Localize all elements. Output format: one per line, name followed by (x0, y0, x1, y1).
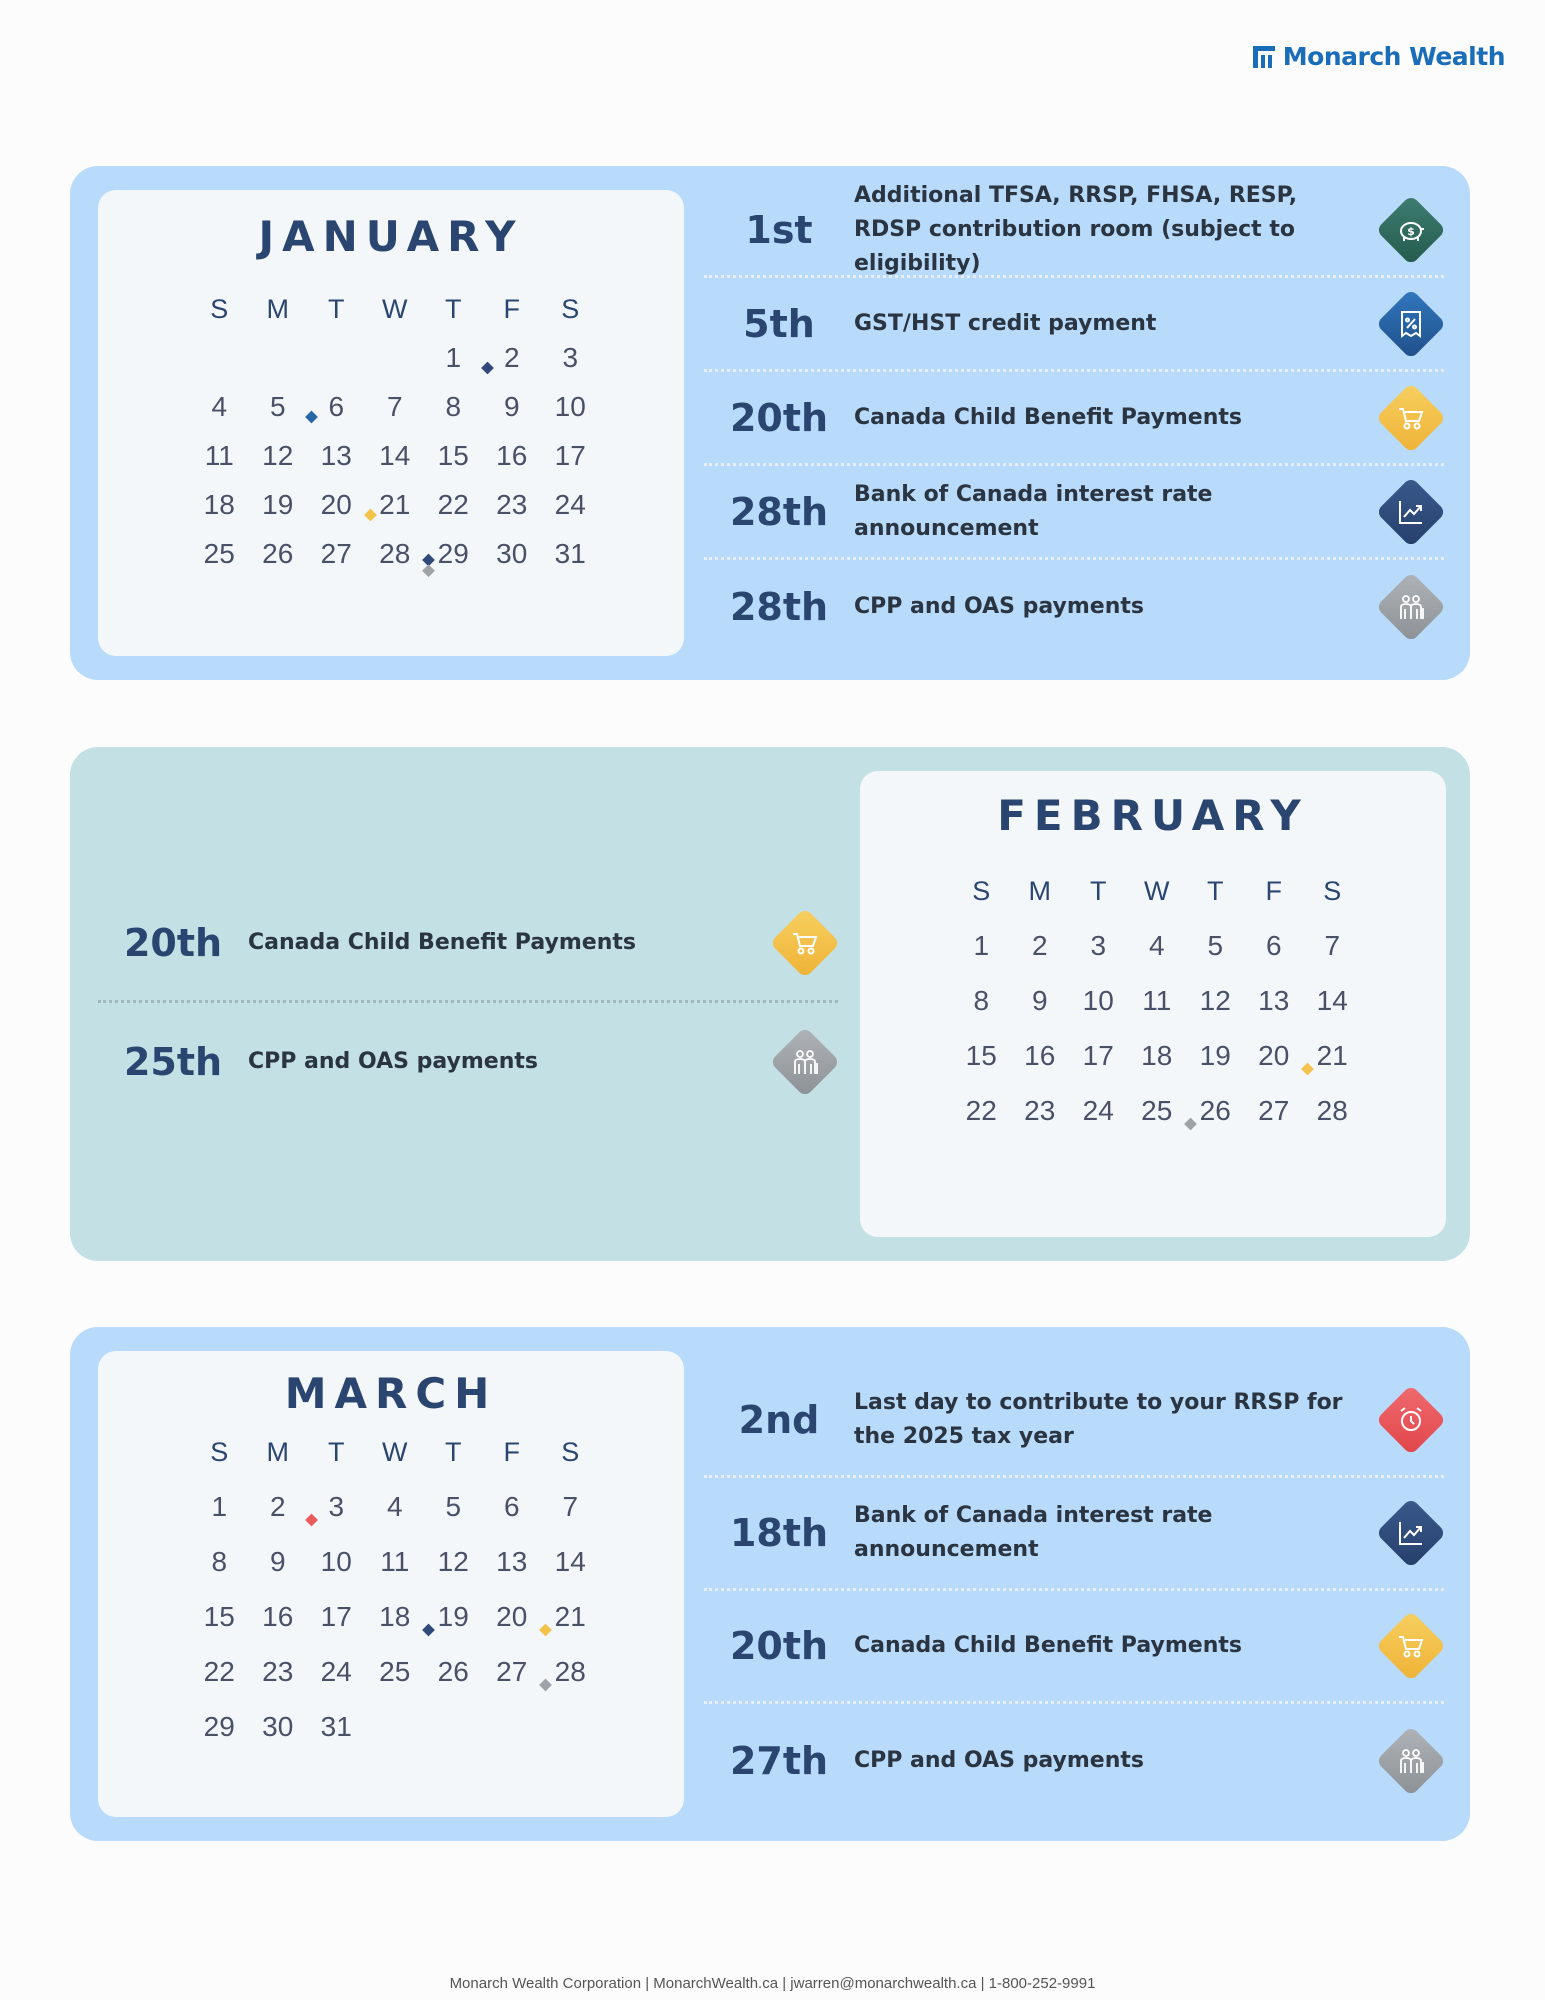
calendar-day[interactable]: 31 (554, 538, 586, 569)
weekday-header: T (445, 1437, 462, 1467)
calendar-day[interactable]: 18 (1141, 1040, 1173, 1071)
event-description: Canada Child Benefit Payments (854, 1633, 1242, 1658)
weekday-header: W (382, 294, 408, 324)
calendar-day[interactable]: 2 (249, 1492, 308, 1547)
stroller-icon (1376, 382, 1447, 453)
calendar-day[interactable]: 9 (503, 391, 520, 422)
calendar-day[interactable]: 16 (1024, 1040, 1056, 1071)
event-date: 5th (743, 301, 815, 346)
calendar-day[interactable]: 12 (1199, 985, 1231, 1016)
event-row (704, 372, 1444, 466)
calendar-day[interactable]: 22 (203, 1656, 235, 1687)
empty-cell (190, 343, 249, 392)
calendar-day[interactable]: 1 (424, 343, 483, 392)
calendar-day[interactable]: 29 (203, 1711, 235, 1742)
calendar-day[interactable]: 3 (328, 1491, 345, 1522)
calendar-day[interactable]: 4 (1148, 930, 1165, 961)
event-description: Canada Child Benefit Payments (248, 929, 636, 955)
stroller-icon (770, 907, 841, 978)
february-events (98, 885, 838, 1121)
calendar-day[interactable]: 2 (1031, 930, 1048, 961)
calendar-grid (952, 876, 1362, 1151)
calendar-day[interactable]: 10 (554, 391, 586, 422)
calendar-day[interactable]: 27 (320, 538, 352, 569)
event-date: 20th (729, 1624, 829, 1668)
event-description: CPP and OAS payments (854, 1747, 1144, 1773)
brand-logo (1253, 42, 1505, 71)
calendar-day[interactable]: 21 (1316, 1040, 1348, 1071)
weekday-header: T (1090, 876, 1107, 906)
event-description: GST/HST credit payment (854, 310, 1157, 336)
calendar-day[interactable]: 26 (262, 538, 294, 569)
calendar-day[interactable]: 24 (320, 1656, 352, 1687)
month-title: FEBRUARY (997, 791, 1309, 840)
weekday-header: F (1265, 876, 1282, 906)
event-row (704, 1478, 1444, 1591)
weekday-header: S (1323, 876, 1342, 906)
calendar-day[interactable]: 27 (1258, 1095, 1290, 1126)
event-row (704, 1365, 1444, 1478)
weekday-header: S (210, 1437, 229, 1467)
weekday-header: T (328, 1437, 345, 1467)
calendar-day[interactable]: 19 (1199, 1040, 1231, 1071)
calendar-day[interactable]: 5 (1207, 930, 1224, 961)
event-date: 28th (729, 585, 829, 629)
calendar-day[interactable]: 12 (437, 1546, 469, 1577)
calendar-day[interactable]: 14 (554, 1546, 586, 1577)
month-title: MARCH (284, 1369, 498, 1418)
weekday-header: S (972, 876, 991, 906)
stroller-icon (1376, 1611, 1447, 1682)
calendar-day[interactable]: 5 (445, 1491, 462, 1522)
event-row (704, 560, 1444, 654)
weekday-header: S (210, 294, 229, 324)
footer-contact: Monarch Wealth Corporation | MonarchWealth.ca | jwarren@monarchwealth.ca | 1-800-252-9991 (449, 1975, 1096, 1992)
calendar-day[interactable]: 25 (1128, 1096, 1187, 1151)
calendar-day[interactable]: 6 (503, 1491, 520, 1522)
calendar-day[interactable]: 22 (437, 489, 469, 520)
receipt-percent-icon (1376, 288, 1447, 359)
weekday-header: T (1207, 876, 1224, 906)
calendar-day[interactable]: 12 (262, 440, 294, 471)
calendar-day[interactable]: 25 (203, 538, 235, 569)
month-title: JANUARY (258, 212, 524, 261)
calendar-day[interactable]: 20 (1245, 1041, 1304, 1096)
svg-text:$: $ (1407, 224, 1415, 238)
calendar-day[interactable]: 7 (386, 391, 403, 422)
february-section (70, 747, 1470, 1261)
calendar-day[interactable]: 11 (1142, 985, 1172, 1016)
calendar-day[interactable]: 1 (211, 1491, 228, 1522)
calendar-day[interactable]: 30 (496, 538, 528, 569)
calendar-day[interactable]: 23 (496, 489, 528, 520)
calendar-day[interactable]: 15 (965, 1040, 997, 1071)
weekday-header: M (1028, 876, 1051, 906)
weekday-header: M (266, 1437, 289, 1467)
event-date: 27th (729, 1738, 829, 1783)
event-date: 1st (745, 207, 813, 252)
weekday-header: T (445, 294, 462, 324)
calendar-day[interactable]: 3 (562, 342, 579, 373)
calendar-day[interactable]: 29 (437, 538, 469, 569)
calendar-day[interactable]: 10 (1082, 985, 1114, 1016)
march-events (704, 1365, 1444, 1817)
calendar-day[interactable]: 3 (1090, 930, 1107, 961)
weekday-header: W (382, 1437, 408, 1467)
event-description: Canada Child Benefit Payments (854, 404, 1242, 430)
event-date: 20th (729, 395, 829, 440)
calendar-day[interactable]: 19 (437, 1601, 469, 1632)
empty-cell (366, 343, 425, 392)
calendar-day[interactable]: 28 (1316, 1095, 1348, 1126)
calendar-day[interactable]: 24 (554, 489, 586, 520)
february-calendar (860, 771, 1446, 1237)
weekday-header: M (266, 294, 289, 324)
weekday-header: F (503, 1437, 520, 1467)
empty-cell (249, 343, 308, 392)
seniors-icon (1376, 572, 1447, 643)
event-description: Additional TFSA, RRSP, FHSA, RESP, RDSP contribution room (subject to eligibility) (854, 182, 1298, 276)
calendar-day[interactable]: 26 (437, 1656, 469, 1687)
calendar-day[interactable]: 10 (320, 1546, 352, 1577)
calendar-day[interactable]: 14 (1316, 985, 1348, 1016)
calendar-day[interactable]: 13 (320, 440, 352, 471)
calendar-day[interactable]: 14 (379, 440, 411, 471)
seniors-icon (1376, 1725, 1447, 1796)
event-date: 2nd (738, 1398, 820, 1442)
event-date: 28th (729, 489, 829, 534)
calendar-day[interactable]: 4 (386, 1491, 403, 1522)
january-calendar (98, 190, 684, 656)
calendar-day[interactable]: 24 (1082, 1095, 1114, 1126)
event-description: CPP and OAS payments (854, 594, 1144, 619)
calendar-day[interactable]: 15 (203, 1601, 235, 1632)
event-description: Bank of Canada interest rate announcement (854, 481, 1213, 541)
calendar-day[interactable]: 6 (328, 391, 345, 422)
weekday-header: S (561, 1437, 580, 1467)
weekday-header: S (561, 294, 580, 324)
event-description: CPP and OAS payments (248, 1049, 538, 1074)
calendar-day[interactable]: 28 (554, 1656, 586, 1687)
calendar-day[interactable]: 7 (1324, 930, 1341, 961)
calendar-grid (190, 1437, 600, 1767)
monarch-logo-icon (1253, 46, 1275, 68)
calendar-day[interactable]: 5 (249, 392, 308, 441)
calendar-day[interactable]: 7 (562, 1491, 579, 1522)
march-section (70, 1327, 1470, 1841)
brand-name: Monarch Wealth (1282, 42, 1505, 71)
calendar-day[interactable]: 30 (262, 1711, 294, 1742)
calendar-day[interactable]: 21 (379, 489, 411, 520)
calendar-day[interactable]: 11 (380, 1546, 410, 1577)
event-row (98, 1003, 838, 1121)
calendar-day[interactable]: 26 (1199, 1095, 1231, 1126)
calendar-day[interactable]: 17 (320, 1601, 352, 1632)
calendar-day[interactable]: 16 (262, 1601, 294, 1632)
empty-cell (307, 343, 366, 392)
calendar-day[interactable]: 31 (320, 1711, 352, 1742)
january-events (704, 184, 1444, 654)
calendar-day[interactable]: 6 (1265, 930, 1282, 961)
calendar-day[interactable]: 27 (483, 1657, 542, 1712)
calendar-day[interactable]: 2 (503, 342, 520, 373)
calendar-day[interactable]: 4 (211, 391, 228, 422)
calendar-day[interactable]: 23 (262, 1656, 294, 1687)
calendar-day[interactable]: 8 (973, 985, 990, 1016)
calendar-day[interactable]: 13 (496, 1546, 528, 1577)
event-row (704, 278, 1444, 372)
seniors-icon (770, 1027, 841, 1098)
calendar-day[interactable]: 22 (965, 1095, 997, 1126)
calendar-day[interactable]: 16 (496, 440, 528, 471)
calendar-day[interactable]: 23 (1024, 1095, 1056, 1126)
event-row (704, 466, 1444, 560)
calendar-grid (190, 294, 600, 588)
event-row (98, 885, 838, 1003)
event-row (704, 184, 1444, 278)
event-description: Bank of Canada interest rate announcement (854, 1503, 1213, 1562)
calendar-day[interactable]: 9 (269, 1546, 286, 1577)
event-date: 20th (123, 920, 223, 965)
calendar-day[interactable]: 8 (211, 1546, 228, 1577)
january-section (70, 166, 1470, 680)
calendar-day[interactable]: 8 (445, 391, 462, 422)
calendar-day[interactable]: 25 (379, 1656, 411, 1687)
calendar-day[interactable]: 19 (262, 489, 294, 520)
calendar-day[interactable]: 17 (554, 440, 586, 471)
calendar-day[interactable]: 20 (307, 490, 366, 539)
calendar-day[interactable]: 9 (1031, 985, 1048, 1016)
event-description: Last day to contribute to your RRSP for the 2025 tax year (854, 1390, 1343, 1449)
calendar-day[interactable]: 20 (483, 1602, 542, 1657)
event-row (704, 1704, 1444, 1817)
calendar-day[interactable]: 11 (204, 440, 234, 471)
calendar-day[interactable]: 28 (366, 539, 425, 588)
calendar-day[interactable]: 21 (554, 1601, 586, 1632)
calendar-day[interactable]: 18 (203, 489, 235, 520)
calendar-day[interactable]: 13 (1258, 985, 1290, 1016)
event-date: 25th (123, 1040, 223, 1084)
calendar-day[interactable]: 15 (437, 440, 469, 471)
event-row (704, 1591, 1444, 1704)
calendar-day[interactable]: 1 (973, 930, 990, 961)
march-calendar (98, 1351, 684, 1817)
weekday-header: T (328, 294, 345, 324)
calendar-day[interactable]: 18 (366, 1602, 425, 1657)
weekday-header: W (1144, 876, 1170, 906)
calendar-day[interactable]: 17 (1082, 1040, 1114, 1071)
event-date: 18th (729, 1511, 829, 1555)
weekday-header: F (503, 294, 520, 324)
